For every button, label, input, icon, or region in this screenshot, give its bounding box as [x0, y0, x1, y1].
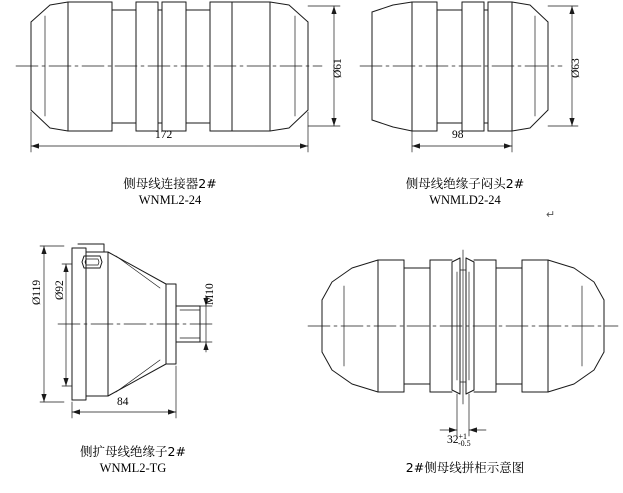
dim-fig3-outer-diameter: Ø119	[31, 279, 43, 305]
dim-fig4-gap-lower-tol: -0.5	[458, 439, 471, 448]
dim-fig4-gap-upper-tol: +1	[458, 432, 468, 441]
dim-fig3-thread: M10	[204, 283, 216, 305]
dim-fig1-length: 172	[155, 129, 173, 141]
dim-fig3-inner-diameter: Ø92	[54, 280, 66, 300]
figure-3-caption-zh: 侧扩母线绝缘子2#	[80, 444, 186, 459]
figure-2-caption	[375, 176, 555, 208]
dim-fig4-gap	[447, 434, 480, 446]
dim-fig1-diameter: Ø61	[332, 58, 344, 78]
figure-1-caption-zh: 侧母线连接器2#	[123, 176, 217, 191]
dim-fig4-gap-value: 32	[447, 434, 459, 446]
figure-1-geometry	[16, 0, 340, 152]
figure-3-caption-code: WNML2-TG	[99, 461, 167, 475]
figure-4-caption	[365, 460, 565, 476]
figure-4-caption-zh: 2#侧母线拼柜示意图	[405, 460, 525, 475]
figure-2-geometry	[360, 2, 578, 152]
dim-fig3-length: 84	[117, 396, 129, 408]
figure-3-geometry	[40, 244, 214, 418]
paragraph-mark-icon: ↵	[546, 209, 556, 221]
figure-2-caption-code: WNMLD2-24	[429, 193, 501, 207]
figure-4-geometry	[308, 250, 618, 436]
figure-3-caption	[33, 444, 233, 476]
figure-2-caption-zh: 侧母线绝缘子闷头2#	[405, 176, 525, 191]
figure-1-caption	[80, 176, 260, 208]
dim-fig2-diameter: Ø63	[570, 58, 582, 78]
figure-1-caption-code: WNML2-24	[138, 193, 202, 207]
dim-fig2-length: 98	[452, 129, 464, 141]
